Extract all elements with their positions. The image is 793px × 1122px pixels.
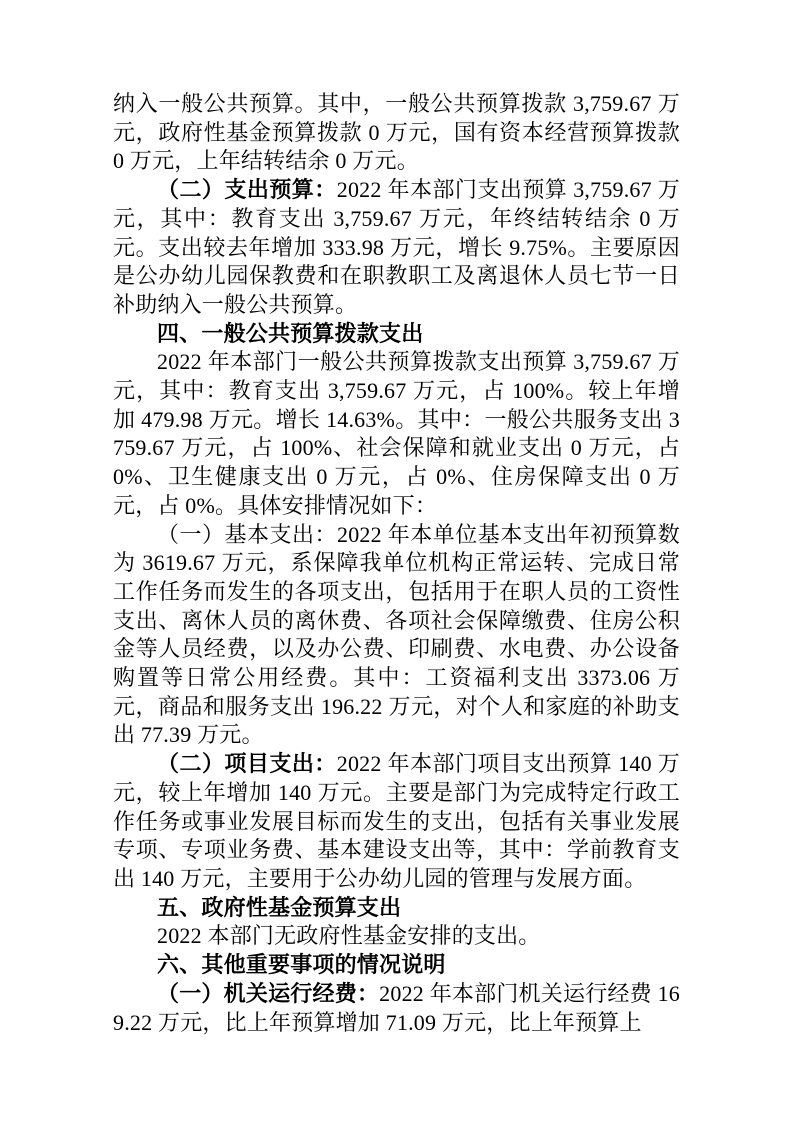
heading-section-5-government-fund-budget: 五、政府性基金预算支出 <box>157 894 402 920</box>
project-expenditure-body-text: 2022 年本部门项目支出预算 140 万元，较上年增加 140 万元。主要是部门为完成特定行政工作任务或事业发展目标而发生的支出，包括有关事业发展专项、专项业务费、基本建设支出等，其中：学前教育支出 140 万元，主要用于公办幼儿园的管理与发展方面。 <box>113 751 681 891</box>
agency-operation-lead-label: （一）机关运行经费： <box>157 980 380 1006</box>
paragraph-expenditure-budget <box>113 176 680 320</box>
basic-expenditure-lead-label: （一）基本支出： <box>157 521 337 547</box>
project-expenditure-lead-label: （二）项目支出： <box>157 751 337 777</box>
heading-section-6-other-important-matters: 六、其他重要事项的情况说明 <box>157 952 446 978</box>
paragraph-project-expenditure <box>113 750 680 894</box>
paragraph-funding-sources-continuation: 纳入一般公共预算。其中，一般公共预算拨款 3,759.67 万元，政府性基金预算拨款 0 万元，国有资本经营预算拨款 0 万元，上年结转结余 0 万元。 <box>113 91 680 174</box>
basic-expenditure-body-text: 2022 年本单位基本支出年初预算数为 3619.67 万元，系保障我单位机构正常运转、完成日常工作任务而发生的各项支出，包括用于在职人员的工资性支出、离休人员的离休费、各项社会保障缴费、住房公积金等人员经费，以及办公费、印刷费、水电费、办公设备购置等日常公用经费。其中：工资福利支出 3373.06 万元，商品和服务支出 196.22 万元，对个人和家庭的补助支出 77.39 万元。 <box>113 521 680 748</box>
paragraph-agency-operation-expense <box>113 980 680 1037</box>
paragraph-basic-expenditure <box>113 521 680 751</box>
paragraph-government-fund-note: 2022 本部门无政府性基金安排的支出。 <box>157 923 541 949</box>
expenditure-budget-lead-label: （二）支出预算： <box>157 177 337 203</box>
heading-section-4-general-public-budget: 四、一般公共预算拨款支出 <box>157 320 424 346</box>
agency-operation-body-text: 2022 年本部门机关运行经费 169.22 万元，比上年预算增加 71.09 万元，比上年预算上 <box>113 980 680 1035</box>
expenditure-budget-body-text: 2022 年本部门支出预算 3,759.67 万元，其中：教育支出 3,759.67 万元，年终结转结余 0 万元。支出较去年增加 333.98 万元，增长 9.75%。主要原因是公办幼儿园保教费和在职教职工及离退休人员七节一日补助纳入一般公共预算。 <box>113 177 680 317</box>
paragraph-general-budget-detail: 2022 年本部门一般公共预算拨款支出预算 3,759.67 万元，其中：教育支出 3,759.67 万元，占 100%。较上年增加 479.98 万元。增长 14.63%。其中：一般公共服务支出 3759.67 万元，占 100%、社会保障和就业支出 0 万元，占 0%、卫生健康支出 0 万元，占 0%、住房保障支出 0 万元，占 0%。具体安排情况如下： <box>113 349 680 518</box>
